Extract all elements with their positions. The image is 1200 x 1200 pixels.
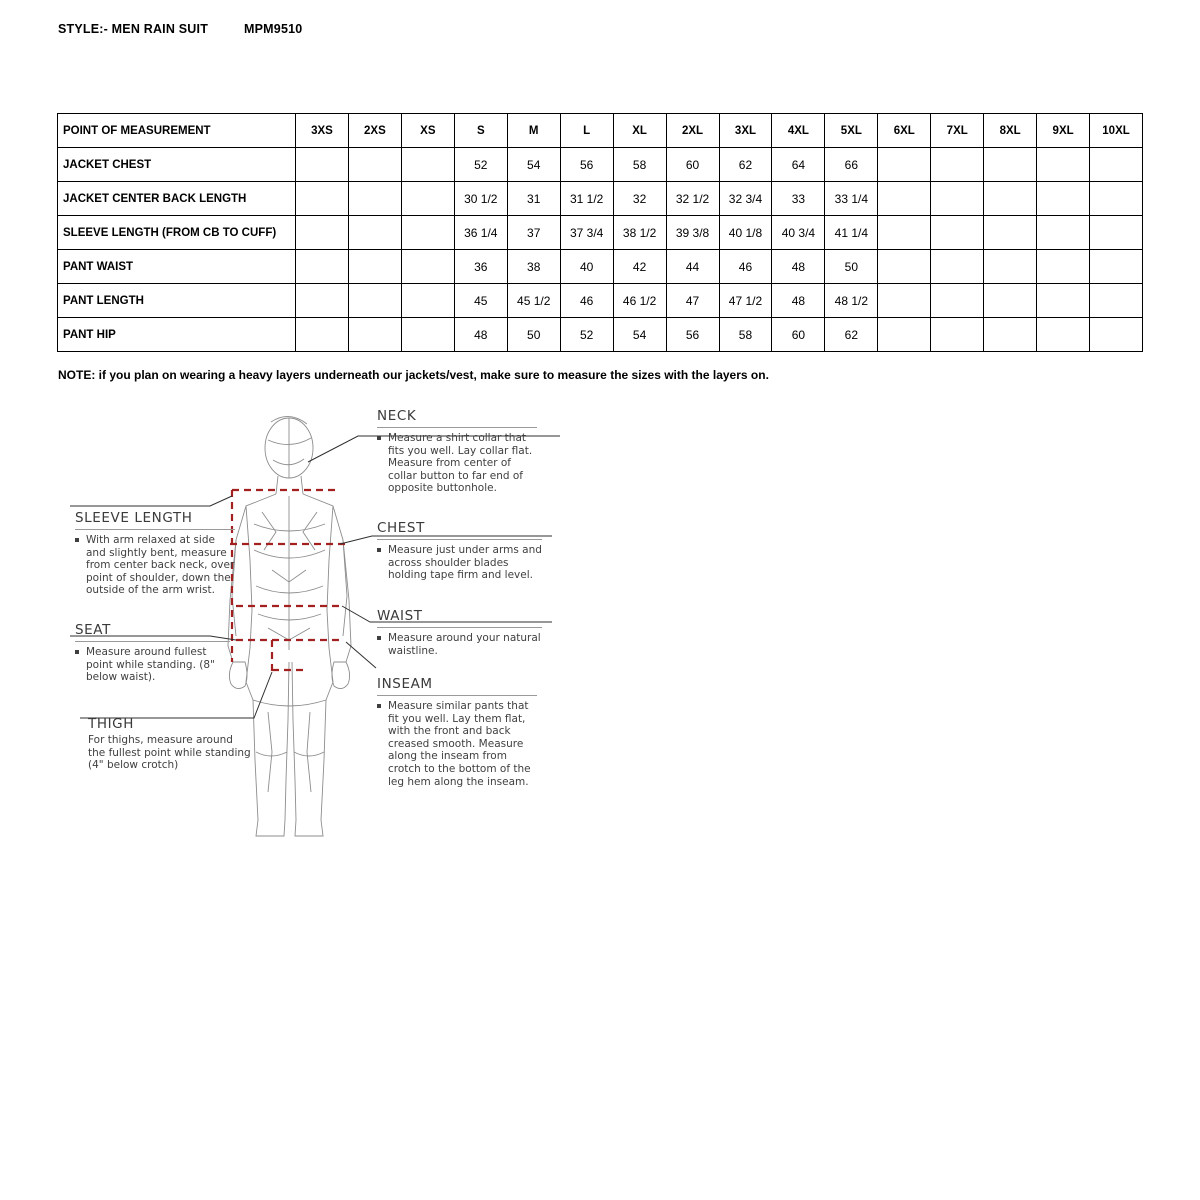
cell [401, 284, 454, 318]
cell: 60 [666, 148, 719, 182]
cell [401, 148, 454, 182]
cell [1037, 250, 1090, 284]
cell: 48 [772, 284, 825, 318]
cell: 30 1/2 [454, 182, 507, 216]
callout-title-seat: SEAT [75, 622, 111, 638]
cell: 33 1/4 [825, 182, 878, 216]
cell: 40 [560, 250, 613, 284]
cell: 58 [613, 148, 666, 182]
size-table-container [57, 113, 1143, 352]
cell: 37 3/4 [560, 216, 613, 250]
row-label: PANT HIP [58, 318, 296, 352]
column-header-size: 2XL [666, 114, 719, 148]
cell [296, 216, 349, 250]
cell: 52 [454, 148, 507, 182]
cell: 45 [454, 284, 507, 318]
cell: 50 [507, 318, 560, 352]
size-table [57, 113, 1143, 352]
style-label: STYLE:- MEN RAIN SUIT [58, 22, 209, 36]
cell: 66 [825, 148, 878, 182]
row-label: SLEEVE LENGTH (FROM CB TO CUFF) [58, 216, 296, 250]
cell [401, 250, 454, 284]
cell: 37 [507, 216, 560, 250]
cell [296, 284, 349, 318]
callout-body-inseam: Measure similar pants that fit you well. Lay them flat, with the front and back creased smooth. Measure along the inseam from crotch to the bottom of the leg hem along the inseam. [377, 700, 537, 788]
cell [296, 182, 349, 216]
cell: 36 [454, 250, 507, 284]
cell [931, 182, 984, 216]
callout-body-sleeve-length: With arm relaxed at side and slightly bent, measure from center back neck, over point of shoulder, down the outside of the arm wrist. [75, 534, 235, 597]
cell: 40 1/8 [719, 216, 772, 250]
table-header-row [58, 114, 1143, 148]
cell: 40 3/4 [772, 216, 825, 250]
cell [984, 284, 1037, 318]
cell: 32 1/2 [666, 182, 719, 216]
cell [1037, 182, 1090, 216]
callout-body-chest: Measure just under arms and across shoulder blades holding tape firm and level. [377, 544, 542, 582]
column-header-size: L [560, 114, 613, 148]
cell: 56 [666, 318, 719, 352]
row-label: JACKET CENTER BACK LENGTH [58, 182, 296, 216]
cell: 47 1/2 [719, 284, 772, 318]
cell [1090, 284, 1143, 318]
callout-body-thigh: For thighs, measure around the fullest point while standing (4" below crotch) [88, 734, 251, 772]
column-header-size: 9XL [1037, 114, 1090, 148]
row-label: PANT WAIST [58, 250, 296, 284]
cell [1090, 148, 1143, 182]
cell [1090, 216, 1143, 250]
cell: 38 [507, 250, 560, 284]
style-header [58, 22, 302, 36]
callout-title-sleeve-length: SLEEVE LENGTH [75, 510, 193, 526]
cell [1090, 318, 1143, 352]
cell: 48 1/2 [825, 284, 878, 318]
cell: 41 1/4 [825, 216, 878, 250]
column-header-size: 7XL [931, 114, 984, 148]
cell: 62 [825, 318, 878, 352]
cell [984, 148, 1037, 182]
cell [931, 250, 984, 284]
column-header-size: 10XL [1090, 114, 1143, 148]
callout-body-seat: Measure around fullest point while standing. (8" below waist). [75, 646, 230, 684]
table-row [58, 182, 1143, 216]
callout-chest [377, 520, 542, 582]
callout-neck [377, 408, 537, 495]
cell: 62 [719, 148, 772, 182]
cell: 38 1/2 [613, 216, 666, 250]
cell [931, 284, 984, 318]
cell: 58 [719, 318, 772, 352]
callout-title-waist: WAIST [377, 608, 423, 624]
column-header-size: 8XL [984, 114, 1037, 148]
row-label: PANT LENGTH [58, 284, 296, 318]
cell [296, 318, 349, 352]
cell [348, 284, 401, 318]
cell: 50 [825, 250, 878, 284]
cell: 56 [560, 148, 613, 182]
column-header-size: 4XL [772, 114, 825, 148]
cell [348, 318, 401, 352]
callout-rule [377, 626, 542, 628]
callout-body-waist: Measure around your natural waistline. [377, 632, 542, 657]
measurement-figure [40, 400, 660, 860]
style-code: MPM9510 [244, 22, 303, 36]
cell: 54 [507, 148, 560, 182]
cell: 33 [772, 182, 825, 216]
cell [878, 216, 931, 250]
table-row [58, 318, 1143, 352]
cell: 48 [772, 250, 825, 284]
cell [348, 250, 401, 284]
cell [878, 318, 931, 352]
cell [878, 182, 931, 216]
table-row [58, 250, 1143, 284]
column-header-size: 3XL [719, 114, 772, 148]
cell: 31 1/2 [560, 182, 613, 216]
cell [878, 148, 931, 182]
table-row [58, 148, 1143, 182]
cell [1090, 182, 1143, 216]
cell: 54 [613, 318, 666, 352]
callout-rule [377, 426, 537, 428]
column-header-size: XS [401, 114, 454, 148]
cell: 31 [507, 182, 560, 216]
cell [401, 216, 454, 250]
cell [348, 182, 401, 216]
cell [878, 284, 931, 318]
cell [931, 318, 984, 352]
column-header-size: 3XS [296, 114, 349, 148]
callout-inseam [377, 676, 537, 788]
column-header-size: 6XL [878, 114, 931, 148]
column-header-pom: POINT OF MEASUREMENT [58, 114, 296, 148]
cell [1090, 250, 1143, 284]
callout-rule [75, 528, 235, 530]
column-header-size: XL [613, 114, 666, 148]
callout-sleeve-length [75, 510, 235, 597]
callout-rule [75, 640, 230, 642]
cell [1037, 216, 1090, 250]
cell [1037, 318, 1090, 352]
callout-seat [75, 622, 230, 684]
table-row [58, 216, 1143, 250]
callout-rule [377, 538, 542, 540]
cell: 45 1/2 [507, 284, 560, 318]
cell [984, 318, 1037, 352]
cell [984, 216, 1037, 250]
callout-title-thigh: THIGH [88, 716, 134, 732]
cell: 32 3/4 [719, 182, 772, 216]
cell: 64 [772, 148, 825, 182]
cell [984, 250, 1037, 284]
cell [931, 148, 984, 182]
callout-thigh [88, 716, 253, 772]
cell: 32 [613, 182, 666, 216]
cell [401, 182, 454, 216]
callout-body-neck: Measure a shirt collar that fits you well. Lay collar flat. Measure from center of collar button to far end of opposite buttonhole. [377, 432, 537, 495]
cell: 60 [772, 318, 825, 352]
table-row [58, 284, 1143, 318]
cell: 36 1/4 [454, 216, 507, 250]
cell: 48 [454, 318, 507, 352]
callout-title-chest: CHEST [377, 520, 425, 536]
cell [931, 216, 984, 250]
cell [296, 148, 349, 182]
cell: 46 [719, 250, 772, 284]
callout-waist [377, 608, 542, 657]
cell [1037, 148, 1090, 182]
callout-title-neck: NECK [377, 408, 417, 424]
cell: 52 [560, 318, 613, 352]
callout-rule [377, 694, 537, 696]
column-header-size: 2XS [348, 114, 401, 148]
cell: 39 3/8 [666, 216, 719, 250]
cell [1037, 284, 1090, 318]
column-header-size: M [507, 114, 560, 148]
cell [984, 182, 1037, 216]
cell [296, 250, 349, 284]
callout-title-inseam: INSEAM [377, 676, 433, 692]
cell [878, 250, 931, 284]
column-header-size: 5XL [825, 114, 878, 148]
cell: 44 [666, 250, 719, 284]
cell [401, 318, 454, 352]
cell [348, 216, 401, 250]
cell: 47 [666, 284, 719, 318]
column-header-size: S [454, 114, 507, 148]
cell: 42 [613, 250, 666, 284]
cell [348, 148, 401, 182]
cell: 46 1/2 [613, 284, 666, 318]
row-label: JACKET CHEST [58, 148, 296, 182]
measurement-note: NOTE: if you plan on wearing a heavy layers underneath our jackets/vest, make sure to measure the sizes with the layers on. [58, 368, 769, 382]
cell: 46 [560, 284, 613, 318]
